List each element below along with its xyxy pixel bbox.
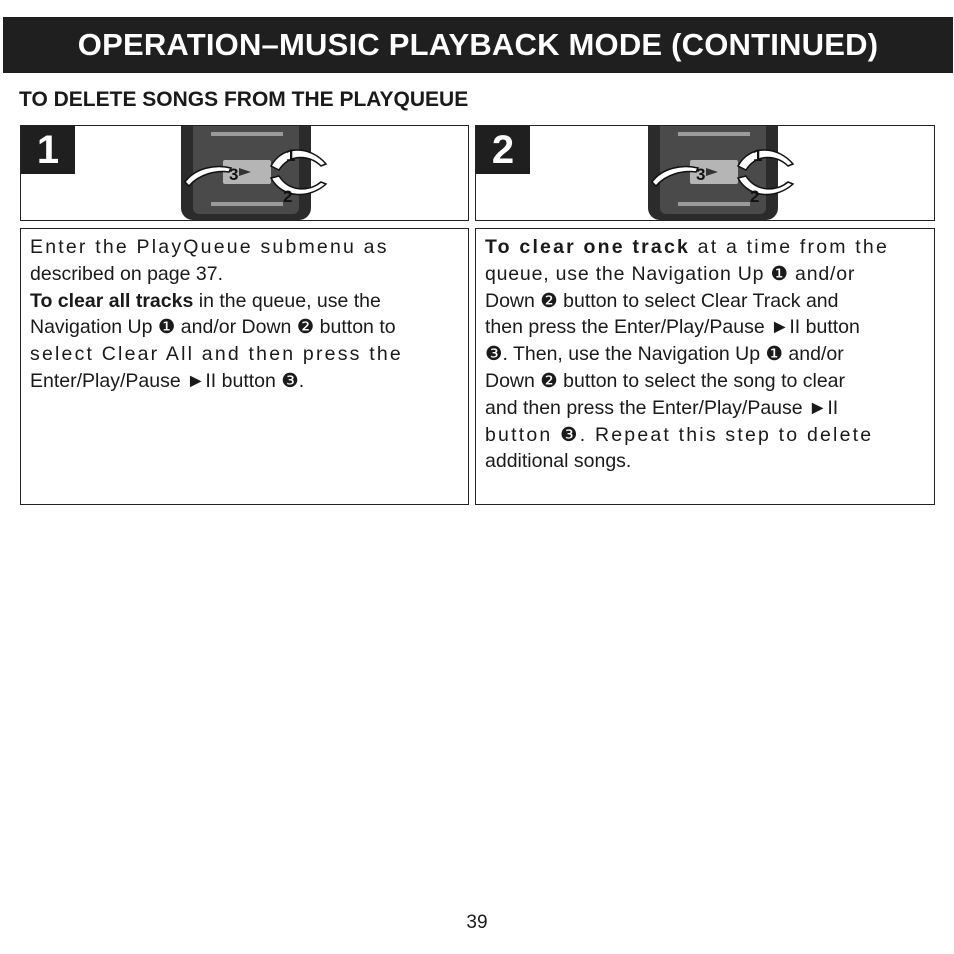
text-line: additional songs.	[485, 450, 632, 473]
text-line: queue, use the Navigation Up ❶ and/or	[485, 262, 856, 285]
step-2-number: 2	[476, 126, 530, 174]
section-heading: TO DELETE SONGS FROM THE PLAYQUEUE	[19, 88, 469, 111]
text-line: ❸. Then, use the Navigation Up ❶ and/or	[485, 343, 844, 366]
text-line: Navigation Up ❶ and/or Down ❷ button to	[30, 316, 396, 339]
bold-phrase: To clear all tracks	[30, 289, 194, 312]
step-1-body	[30, 234, 459, 395]
step-1-number: 1	[21, 126, 75, 174]
text-line: at a time from the	[690, 236, 890, 258]
step-1-instructions	[20, 228, 469, 505]
page-number: 39	[466, 912, 488, 933]
text-line: Down ❷ button to select the song to clear	[485, 369, 846, 392]
text-line: and then press the Enter/Play/Pause ►II	[485, 396, 839, 419]
text-line: Down ❷ button to select Clear Track and	[485, 289, 839, 312]
text-line: in the queue, use the	[193, 289, 381, 312]
text-line: then press the Enter/Play/Pause ►II button	[485, 316, 860, 339]
step-2-body	[485, 234, 925, 475]
callout-down-label: 2	[283, 187, 293, 206]
device-navigation-illustration	[638, 126, 808, 221]
page-title: OPERATION–MUSIC PLAYBACK MODE (CONTINUED)	[77, 27, 879, 62]
callout-up-label: 1	[286, 146, 296, 165]
text-line: described on page 37.	[30, 262, 223, 285]
device-navigation-illustration	[171, 126, 341, 221]
bold-phrase: To clear one track	[485, 236, 691, 258]
text-line: Enter/Play/Pause ►II button ❸.	[30, 369, 305, 392]
callout-down-label: 2	[750, 187, 760, 206]
step-2-instructions	[475, 228, 935, 505]
text-line: select Clear All and then press the	[30, 343, 403, 366]
step-2-illustration-panel	[475, 125, 935, 221]
text-line: button ❸. Repeat this step to delete	[485, 423, 874, 446]
callout-enter-label: 3	[229, 165, 239, 184]
callout-enter-label: 3	[696, 165, 706, 184]
page-title-bar	[3, 17, 953, 73]
callout-up-label: 1	[753, 146, 763, 165]
text-line: Enter the PlayQueue submenu as	[30, 236, 389, 258]
step-1-illustration-panel	[20, 125, 469, 221]
